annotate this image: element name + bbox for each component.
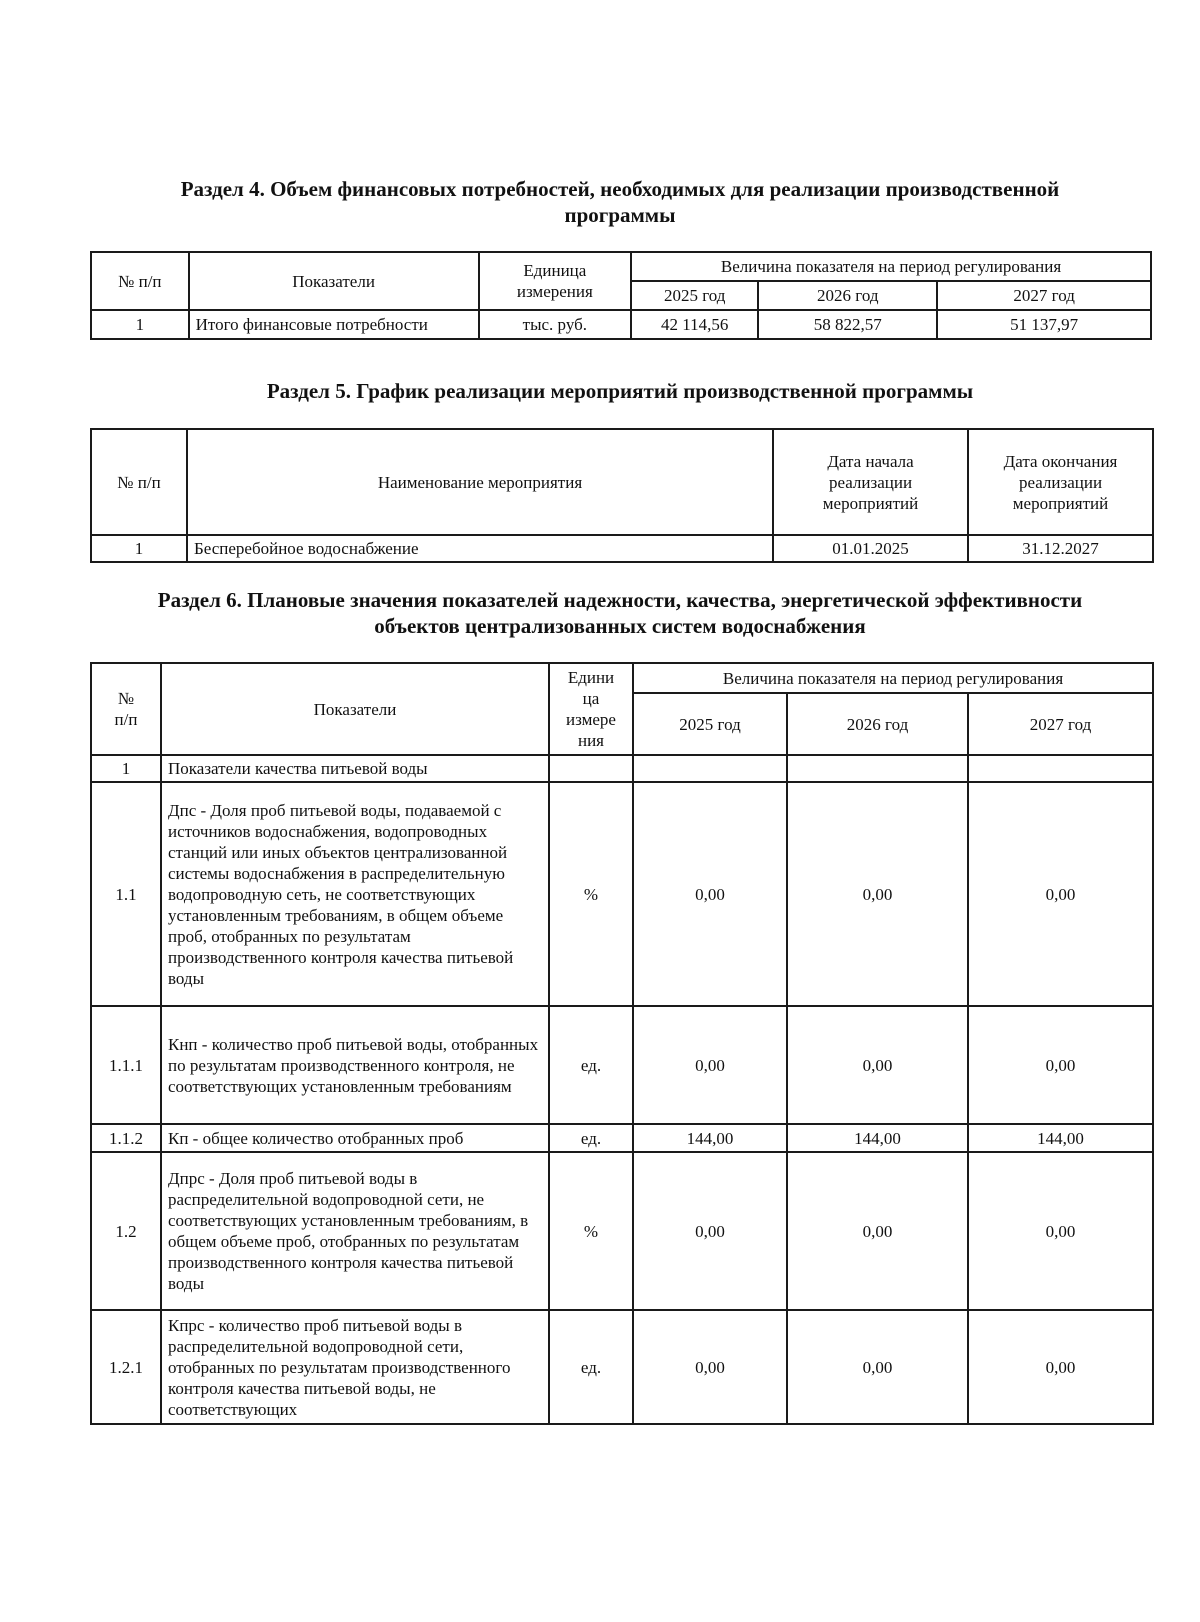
- row-name: Дпрс - Доля проб питьевой воды в распределительной водопроводной сети, не соответствующих установленным требованиям, в общем объеме проб, отобранных по результатам производственного контроля качества питьевой воды: [161, 1152, 549, 1310]
- section4-row-2026: 58 822,57: [758, 310, 937, 339]
- section5-header-row: [91, 429, 1153, 535]
- section6-header-2025: 2025 год: [633, 693, 787, 755]
- section4-header-2027: 2027 год: [937, 281, 1151, 310]
- section6-header-num-line1: №: [117, 689, 135, 708]
- row-name: Показатели качества питьевой воды: [161, 755, 549, 782]
- section5-header-end-line2: реализации: [1018, 472, 1103, 492]
- section6-header-row: [91, 663, 1153, 693]
- section5-header-num: № п/п: [91, 429, 187, 535]
- table-row: [91, 1152, 1153, 1310]
- section4-header-num: № п/п: [91, 252, 189, 310]
- section6-header-num: [91, 663, 161, 755]
- section4-title-line1: Раздел 4. Объем финансовых потребностей, необходимых для реализации производственной: [180, 177, 1060, 201]
- row-num: 1.2: [91, 1152, 161, 1310]
- section6-header-unit-line1: Едини: [567, 668, 615, 687]
- section4-header-unit-line1: Единица: [523, 261, 587, 280]
- table-row: [91, 1124, 1153, 1152]
- section6-header-unit: [549, 663, 633, 755]
- row-unit: [549, 755, 633, 782]
- row-name: Кпрс - количество проб питьевой воды в распределительной водопроводной сети, отобранных по результатам производственного контроля качества питьевой воды, не соответствующих: [161, 1310, 549, 1424]
- row-name: Дпс - Доля проб питьевой воды, подаваемой с источников водоснабжения, водопроводных станций или иных объектов централизованной системы водоснабжения в распределительную водопроводную сеть, не соответствующих установленным требованиям, в общем объеме проб, отобранных по результатам производственного контроля качества питьевой воды: [161, 782, 549, 1006]
- section5-header-start-line1: Дата начала: [827, 451, 914, 471]
- row-num: 1.2.1: [91, 1310, 161, 1424]
- section4-title-line2: программы: [564, 203, 676, 227]
- row-num: 1.1.2: [91, 1124, 161, 1152]
- section5-row: [91, 535, 1153, 562]
- section4-row: [91, 310, 1151, 339]
- section5-title: Раздел 5. График реализации мероприятий производственной программы: [266, 379, 974, 403]
- row-2027: [968, 755, 1153, 782]
- row-name: Кнп - количество проб питьевой воды, отобранных по результатам производственного контроля, не соответствующих установленным требованиям: [161, 1006, 549, 1124]
- section4-title: [90, 176, 1150, 228]
- row-2026: [787, 755, 968, 782]
- row-unit: ед.: [549, 1124, 633, 1152]
- section5-header-end-line3: мероприятий: [1012, 493, 1109, 513]
- row-2026: 0,00: [787, 1006, 968, 1124]
- section5-header-start-line2: реализации: [828, 472, 913, 492]
- row-unit: %: [549, 782, 633, 1006]
- row-2027: 144,00: [968, 1124, 1153, 1152]
- section4-row-unit: тыс. руб.: [479, 310, 632, 339]
- table-row: [91, 1310, 1153, 1424]
- row-num: 1.1: [91, 782, 161, 1006]
- row-2025: 144,00: [633, 1124, 787, 1152]
- section4-row-num: 1: [91, 310, 189, 339]
- row-2025: 0,00: [633, 1006, 787, 1124]
- row-2026: 144,00: [787, 1124, 968, 1152]
- section6-header-indicator: Показатели: [161, 663, 549, 755]
- section6-title-line2: объектов централизованных систем водоснабжения: [374, 614, 866, 638]
- row-2027: 0,00: [968, 1006, 1153, 1124]
- section6-header-unit-line3: измере: [566, 710, 616, 729]
- section6-table: [90, 662, 1154, 1425]
- row-2025: [633, 755, 787, 782]
- row-2025: 0,00: [633, 782, 787, 1006]
- section4-header-unit: [479, 252, 632, 310]
- table-row: [91, 1006, 1153, 1124]
- row-2026: 0,00: [787, 1152, 968, 1310]
- section5-row-num: 1: [91, 535, 187, 562]
- row-unit: ед.: [549, 1310, 633, 1424]
- row-num: 1.1.1: [91, 1006, 161, 1124]
- row-name: Кп - общее количество отобранных проб: [161, 1124, 549, 1152]
- section5-header-end-line1: Дата окончания: [1003, 451, 1118, 471]
- section5-table: [90, 428, 1154, 563]
- section6-header-num-line2: п/п: [114, 710, 138, 729]
- section5-row-end: 31.12.2027: [968, 535, 1153, 562]
- section6-title-line1: Раздел 6. Плановые значения показателей надежности, качества, энергетической эффективности: [157, 588, 1083, 612]
- row-2027: 0,00: [968, 782, 1153, 1006]
- row-2026: 0,00: [787, 1310, 968, 1424]
- table-row: [91, 755, 1153, 782]
- section5-header-end: [968, 429, 1153, 535]
- row-unit: ед.: [549, 1006, 633, 1124]
- row-unit: %: [549, 1152, 633, 1310]
- row-2026: 0,00: [787, 782, 968, 1006]
- section5-header-name: Наименование мероприятия: [187, 429, 773, 535]
- section4-table: [90, 251, 1152, 340]
- row-2025: 0,00: [633, 1310, 787, 1424]
- row-2025: 0,00: [633, 1152, 787, 1310]
- section4-row-2027: 51 137,97: [937, 310, 1151, 339]
- section5-row-start: 01.01.2025: [773, 535, 968, 562]
- row-2027: 0,00: [968, 1152, 1153, 1310]
- row-2027: 0,00: [968, 1310, 1153, 1424]
- section5-header-start-line3: мероприятий: [822, 493, 919, 513]
- section6-title: [90, 587, 1150, 639]
- row-num: 1: [91, 755, 161, 782]
- section4-row-name: Итого финансовые потребности: [189, 310, 479, 339]
- section4-row-2025: 42 114,56: [631, 310, 758, 339]
- section4-header-row: [91, 252, 1151, 281]
- section4-header-period: Величина показателя на период регулирования: [631, 252, 1151, 281]
- section4-header-unit-line2: измерения: [516, 282, 593, 301]
- section6-header-unit-line4: ния: [577, 731, 604, 750]
- section6-header-2027: 2027 год: [968, 693, 1153, 755]
- section4-header-2026: 2026 год: [758, 281, 937, 310]
- section4-header-indicator: Показатели: [189, 252, 479, 310]
- section5-header-start: [773, 429, 968, 535]
- section6-header-2026: 2026 год: [787, 693, 968, 755]
- section5-row-name: Бесперебойное водоснабжение: [187, 535, 773, 562]
- section6-header-period: Величина показателя на период регулирования: [633, 663, 1153, 693]
- table-row: [91, 782, 1153, 1006]
- section6-header-unit-line2: ца: [582, 689, 600, 708]
- section4-header-2025: 2025 год: [631, 281, 758, 310]
